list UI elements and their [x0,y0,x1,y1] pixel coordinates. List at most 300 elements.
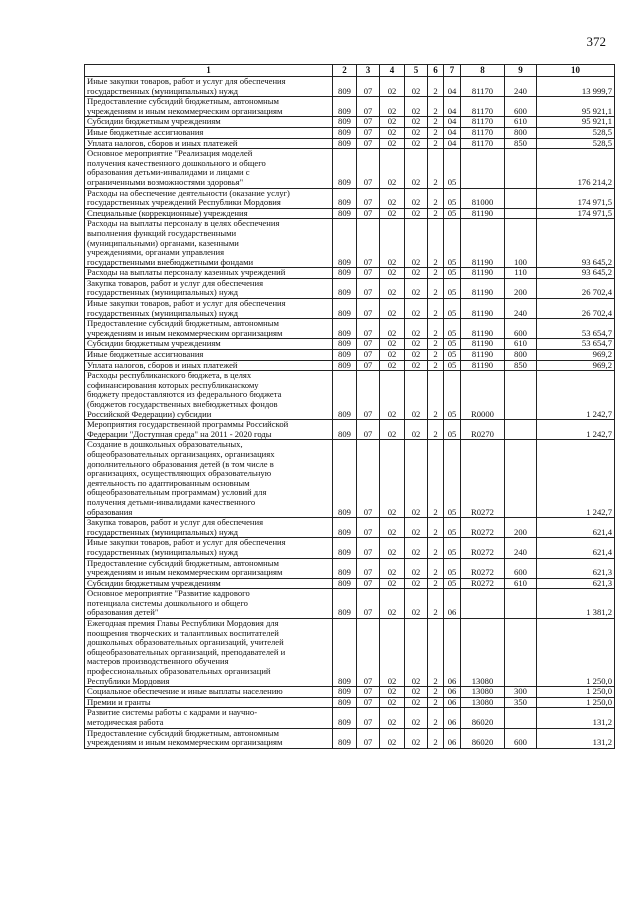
row-name-line: Основное мероприятие "Развитие кадрового [87,588,250,599]
amount-cell: 621,3 [537,578,615,589]
expense-type-code-cell: 240 [505,77,537,97]
table-row [85,697,615,708]
expense-type-code-cell: 800 [505,350,537,361]
section-code-cell: 07 [357,360,380,371]
subprogram-code-cell: 2 [428,558,444,578]
program-code-cell: 02 [405,117,428,128]
row-name-line: учреждениями, органами управления [87,247,225,258]
program-code-cell: 02 [405,619,428,687]
table-row [85,97,615,117]
expense-type-code-cell: 600 [505,319,537,339]
event-code-cell: 05 [444,518,461,538]
subprogram-code-cell: 2 [428,138,444,149]
row-name-line: Иные бюджетные ассигнования [87,127,204,137]
expense-type-code-cell [505,440,537,518]
expense-type-code-cell: 610 [505,117,537,128]
expense-direction-code-cell: 81170 [461,117,505,128]
section-code-cell: 07 [357,440,380,518]
subsection-code-cell: 02 [380,299,405,319]
event-code-cell: 06 [444,728,461,748]
subsection-code-cell: 02 [380,350,405,361]
table-row [85,708,615,728]
expense-type-code-cell: 200 [505,518,537,538]
expense-direction-code-cell: 81170 [461,127,505,138]
expense-direction-code-cell: R0272 [461,558,505,578]
expense-direction-code-cell: 86020 [461,708,505,728]
expense-type-code-cell [505,371,537,420]
section-code-cell: 07 [357,708,380,728]
page-number: 372 [586,34,606,49]
subprogram-code-cell: 2 [428,420,444,440]
event-code-cell: 05 [444,208,461,219]
program-code-cell: 02 [405,360,428,371]
event-code-cell: 06 [444,708,461,728]
row-name-line: Расходы на обеспечение деятельности (оказание услуг) [87,188,290,198]
table-row [85,687,615,698]
table-row [85,188,615,208]
row-name [85,127,333,138]
subsection-code-cell: 02 [380,578,405,589]
row-name-line: учреждениям и иным некоммерческим организациям [87,567,283,578]
event-code-cell: 04 [444,97,461,117]
expense-direction-code-cell: 81190 [461,278,505,298]
row-name-line: выполнения функций государственными [87,227,237,238]
amount-cell: 13 999,7 [537,77,615,97]
section-code-cell: 07 [357,371,380,420]
program-code-cell: 02 [405,589,428,619]
row-name-line: Предоставление субсидий бюджетным, автономным [87,96,279,107]
section-code-cell: 07 [357,538,380,558]
expense-direction-code-cell: R0272 [461,518,505,538]
expense-direction-code-cell: 81170 [461,77,505,97]
program-code-cell: 02 [405,188,428,208]
row-name-line: Ежегодная премия Главы Республики Мордовия для [87,618,279,629]
subprogram-code-cell: 2 [428,77,444,97]
row-name-line: Предоставление субсидий бюджетным, автономным [87,728,279,738]
expense-type-code-cell: 600 [505,97,537,117]
expense-direction-code-cell [461,149,505,188]
row-name-line: Республики Мордовия [87,675,170,686]
program-code-cell: 02 [405,578,428,589]
row-name-line: Развитие системы работы с кадрами и научно- [87,707,258,718]
expense-direction-code-cell: R0272 [461,578,505,589]
amount-cell: 53 654,7 [537,339,615,350]
amount-cell: 621,3 [537,558,615,578]
expense-direction-code-cell: R0270 [461,420,505,440]
amount-cell: 528,5 [537,138,615,149]
expense-type-code-cell: 600 [505,558,537,578]
row-name-line: Субсидии бюджетным учреждениям [87,338,221,349]
row-name-line: Предоставление субсидий бюджетным, автономным [87,558,279,568]
table-row [85,619,615,687]
row-name-line: Мероприятия государственной программы Российской [87,419,289,430]
row-name-line: учреждениям и иным некоммерческим организациям [87,327,283,338]
row-name-line: Иные закупки товаров, работ и услуг для обеспечения [87,298,286,309]
amount-cell: 53 654,7 [537,319,615,339]
program-code-cell: 02 [405,371,428,420]
event-code-cell: 06 [444,619,461,687]
expense-direction-code-cell: 13080 [461,687,505,698]
expense-type-code-cell: 850 [505,360,537,371]
subsection-code-cell: 02 [380,538,405,558]
expense-type-code-cell: 610 [505,339,537,350]
amount-cell: 26 702,4 [537,299,615,319]
row-name-line: софинансирования которых республиканскому [87,379,259,390]
ministry-code-cell: 809 [333,589,357,619]
expense-direction-code-cell: 13080 [461,697,505,708]
column-header: 4 [380,65,405,77]
section-code-cell: 07 [357,339,380,350]
amount-cell: 969,2 [537,350,615,361]
subsection-code-cell: 02 [380,127,405,138]
ministry-code-cell: 809 [333,687,357,698]
row-name [85,371,333,420]
row-name-line: общеобразовательных организаций, преподавателей и [87,646,286,657]
program-code-cell: 02 [405,558,428,578]
row-name [85,589,333,619]
table-row [85,208,615,219]
row-name [85,420,333,440]
row-name-line: Федерации "Доступная среда" на 2011 - 2020 годы [87,428,272,439]
section-code-cell: 07 [357,319,380,339]
amount-cell: 621,4 [537,518,615,538]
row-name [85,97,333,117]
subprogram-code-cell: 2 [428,278,444,298]
amount-cell: 174 971,5 [537,188,615,208]
subprogram-code-cell: 2 [428,360,444,371]
amount-cell: 26 702,4 [537,278,615,298]
row-name [85,77,333,97]
row-name [85,117,333,128]
column-header: 3 [357,65,380,77]
row-name-line: получения качественного дошкольного и общего [87,157,266,168]
event-code-cell: 04 [444,138,461,149]
expense-direction-code-cell: R0272 [461,538,505,558]
row-name-line: Субсидии бюджетным учреждениям [87,578,221,588]
row-name [85,268,333,279]
table-row [85,578,615,589]
expense-type-code-cell [505,208,537,219]
row-name-line: Уплата налогов, сборов и иных платежей [87,138,238,148]
section-code-cell: 07 [357,578,380,589]
table-row [85,350,615,361]
table-row [85,299,615,319]
expense-direction-code-cell: 81190 [461,299,505,319]
ministry-code-cell: 809 [333,188,357,208]
event-code-cell: 04 [444,127,461,138]
subsection-code-cell: 02 [380,687,405,698]
amount-cell: 1 250,0 [537,687,615,698]
subprogram-code-cell: 2 [428,268,444,279]
table-body [85,77,615,749]
section-code-cell: 07 [357,687,380,698]
event-code-cell: 04 [444,77,461,97]
ministry-code-cell: 809 [333,360,357,371]
amount-cell: 1 381,2 [537,589,615,619]
event-code-cell: 05 [444,339,461,350]
subsection-code-cell: 02 [380,97,405,117]
subsection-code-cell: 02 [380,268,405,279]
subprogram-code-cell: 2 [428,619,444,687]
row-name [85,697,333,708]
section-code-cell: 07 [357,188,380,208]
section-code-cell: 07 [357,589,380,619]
expense-type-code-cell: 240 [505,299,537,319]
table-row [85,117,615,128]
ministry-code-cell: 809 [333,97,357,117]
program-code-cell: 02 [405,518,428,538]
ministry-code-cell: 809 [333,117,357,128]
program-code-cell: 02 [405,299,428,319]
expense-direction-code-cell: 81190 [461,360,505,371]
amount-cell: 1 250,0 [537,619,615,687]
subsection-code-cell: 02 [380,360,405,371]
section-code-cell: 07 [357,138,380,149]
ministry-code-cell: 809 [333,538,357,558]
ministry-code-cell: 809 [333,420,357,440]
expense-direction-code-cell: 81190 [461,219,505,268]
event-code-cell: 05 [444,558,461,578]
table-row [85,268,615,279]
row-name-line: общеобразовательных организациях, организациях [87,448,275,459]
row-name-line: государственных (муниципальных) нужд [87,307,239,318]
subprogram-code-cell: 2 [428,299,444,319]
row-name-line: организациях, осуществляющих образовательную [87,468,272,479]
expense-type-code-cell: 300 [505,687,537,698]
program-code-cell: 02 [405,440,428,518]
column-header: 1 [85,65,333,77]
row-name [85,578,333,589]
expense-direction-code-cell: 81000 [461,188,505,208]
row-name [85,339,333,350]
subsection-code-cell: 02 [380,319,405,339]
subprogram-code-cell: 2 [428,578,444,589]
row-name-line: бюджету предоставляются из федерального бюджета [87,389,282,400]
row-name-line: деятельность по адаптированным основным [87,477,250,488]
expense-direction-code-cell: R0000 [461,371,505,420]
subprogram-code-cell: 2 [428,339,444,350]
amount-cell: 1 242,7 [537,371,615,420]
expense-type-code-cell: 800 [505,127,537,138]
ministry-code-cell: 809 [333,558,357,578]
subsection-code-cell: 02 [380,371,405,420]
program-code-cell: 02 [405,708,428,728]
table-row [85,538,615,558]
event-code-cell: 05 [444,299,461,319]
event-code-cell: 06 [444,687,461,698]
subprogram-code-cell: 2 [428,589,444,619]
expense-direction-code-cell: 81190 [461,319,505,339]
row-name-line: Субсидии бюджетным учреждениям [87,116,221,127]
subprogram-code-cell: 2 [428,319,444,339]
section-code-cell: 07 [357,268,380,279]
table-row [85,518,615,538]
column-header: 9 [505,65,537,77]
expense-direction-code-cell: 13080 [461,619,505,687]
program-code-cell: 02 [405,149,428,188]
column-header: 7 [444,65,461,77]
row-name-line: государственными внебюджетными фондами [87,256,254,267]
amount-cell: 969,2 [537,360,615,371]
event-code-cell: 06 [444,697,461,708]
row-name-line: дошкольных образовательных организаций, учителей [87,637,284,648]
expense-direction-code-cell: R0272 [461,440,505,518]
row-name [85,188,333,208]
subprogram-code-cell: 2 [428,208,444,219]
subsection-code-cell: 02 [380,219,405,268]
row-name-line: государственных (муниципальных) нужд [87,526,239,537]
amount-cell: 1 242,7 [537,440,615,518]
subsection-code-cell: 02 [380,138,405,149]
section-code-cell: 07 [357,278,380,298]
ministry-code-cell: 809 [333,299,357,319]
event-code-cell: 05 [444,219,461,268]
subsection-code-cell: 02 [380,708,405,728]
ministry-code-cell: 809 [333,440,357,518]
row-name [85,278,333,298]
expense-direction-code-cell: 81170 [461,138,505,149]
expense-type-code-cell [505,420,537,440]
row-name-line: потенциала системы дошкольного и общего [87,597,248,608]
row-name [85,440,333,518]
section-code-cell: 07 [357,420,380,440]
row-name [85,350,333,361]
table-row [85,278,615,298]
column-header: 2 [333,65,357,77]
column-header: 5 [405,65,428,77]
event-code-cell: 05 [444,268,461,279]
table-row [85,420,615,440]
section-code-cell: 07 [357,97,380,117]
row-name-line: Специальные (коррекционные) учреждения [87,208,248,218]
subsection-code-cell: 02 [380,697,405,708]
row-name-line: (бюджетов государственных внебюджетных фондов [87,399,278,409]
ministry-code-cell: 809 [333,728,357,748]
program-code-cell: 02 [405,208,428,219]
row-name-line: государственных (муниципальных) нужд [87,546,239,557]
row-name-line: Уплата налогов, сборов и иных платежей [87,360,238,370]
subsection-code-cell: 02 [380,149,405,188]
row-name [85,360,333,371]
amount-cell: 1 242,7 [537,420,615,440]
section-code-cell: 07 [357,149,380,188]
program-code-cell: 02 [405,278,428,298]
section-code-cell: 07 [357,728,380,748]
row-name-line: Основное мероприятие "Реализация моделей [87,148,253,159]
subprogram-code-cell: 2 [428,188,444,208]
event-code-cell: 05 [444,371,461,420]
row-name [85,728,333,748]
amount-cell: 95 921,1 [537,117,615,128]
expense-type-code-cell [505,589,537,619]
section-code-cell: 07 [357,619,380,687]
subsection-code-cell: 02 [380,339,405,350]
section-code-cell: 07 [357,127,380,138]
row-name [85,619,333,687]
expense-direction-code-cell: 81170 [461,97,505,117]
subsection-code-cell: 02 [380,728,405,748]
program-code-cell: 02 [405,127,428,138]
section-code-cell: 07 [357,558,380,578]
row-name-line: Иные закупки товаров, работ и услуг для обеспечения [87,76,286,86]
row-name [85,687,333,698]
expense-type-code-cell: 350 [505,697,537,708]
table-row [85,149,615,188]
ministry-code-cell: 809 [333,708,357,728]
subprogram-code-cell: 2 [428,117,444,128]
subprogram-code-cell: 2 [428,350,444,361]
table-row [85,219,615,268]
program-code-cell: 02 [405,319,428,339]
event-code-cell: 05 [444,149,461,188]
expense-type-code-cell: 610 [505,578,537,589]
event-code-cell: 05 [444,278,461,298]
subsection-code-cell: 02 [380,208,405,219]
section-code-cell: 07 [357,350,380,361]
table-row [85,127,615,138]
subprogram-code-cell: 2 [428,149,444,188]
row-name-line: Закупка товаров, работ и услуг для обеспечения [87,278,264,288]
row-name [85,708,333,728]
expense-direction-code-cell: 81190 [461,268,505,279]
ministry-code-cell: 809 [333,278,357,298]
row-name [85,538,333,558]
row-name-line: дополнительного образования детей (в том числе в [87,458,274,469]
program-code-cell: 02 [405,138,428,149]
subprogram-code-cell: 2 [428,538,444,558]
row-name-line: учреждениям и иным некоммерческим организациям [87,737,283,748]
event-code-cell: 05 [444,188,461,208]
row-name-line: Расходы республиканского бюджета, в целях [87,370,252,381]
row-name-line: поощрения творческих и талантливых воспитателей [87,627,279,638]
row-name-line: профессиональных образовательных организаций [87,666,271,677]
subsection-code-cell: 02 [380,440,405,518]
amount-cell: 528,5 [537,127,615,138]
section-code-cell: 07 [357,697,380,708]
program-code-cell: 02 [405,538,428,558]
row-name-line: Предоставление субсидий бюджетным, автономным [87,318,279,329]
row-name-line: Социальное обеспечение и иные выплаты населению [87,686,283,697]
event-code-cell: 06 [444,589,461,619]
expense-type-code-cell: 240 [505,538,537,558]
row-name-line: государственных (муниципальных) нужд [87,287,239,298]
row-name-line: государственных (муниципальных) нужд [87,85,239,96]
subprogram-code-cell: 2 [428,518,444,538]
row-name-line: ограниченными возможностями здоровья" [87,176,244,187]
subprogram-code-cell: 2 [428,440,444,518]
program-code-cell: 02 [405,339,428,350]
ministry-code-cell: 809 [333,371,357,420]
expense-direction-code-cell: 86020 [461,728,505,748]
expense-direction-code-cell [461,589,505,619]
program-code-cell: 02 [405,77,428,97]
ministry-code-cell: 809 [333,339,357,350]
row-name-line: государственных учреждений Республики Мордовия [87,197,281,208]
event-code-cell: 05 [444,420,461,440]
program-code-cell: 02 [405,219,428,268]
program-code-cell: 02 [405,687,428,698]
subsection-code-cell: 02 [380,117,405,128]
program-code-cell: 02 [405,697,428,708]
ministry-code-cell: 809 [333,77,357,97]
row-name-line: образования [87,506,133,517]
expense-type-code-cell [505,708,537,728]
row-name-line: учреждениям и иным некоммерческим организациям [87,105,283,116]
subsection-code-cell: 02 [380,278,405,298]
subsection-code-cell: 02 [380,619,405,687]
subprogram-code-cell: 2 [428,219,444,268]
amount-cell: 174 971,5 [537,208,615,219]
